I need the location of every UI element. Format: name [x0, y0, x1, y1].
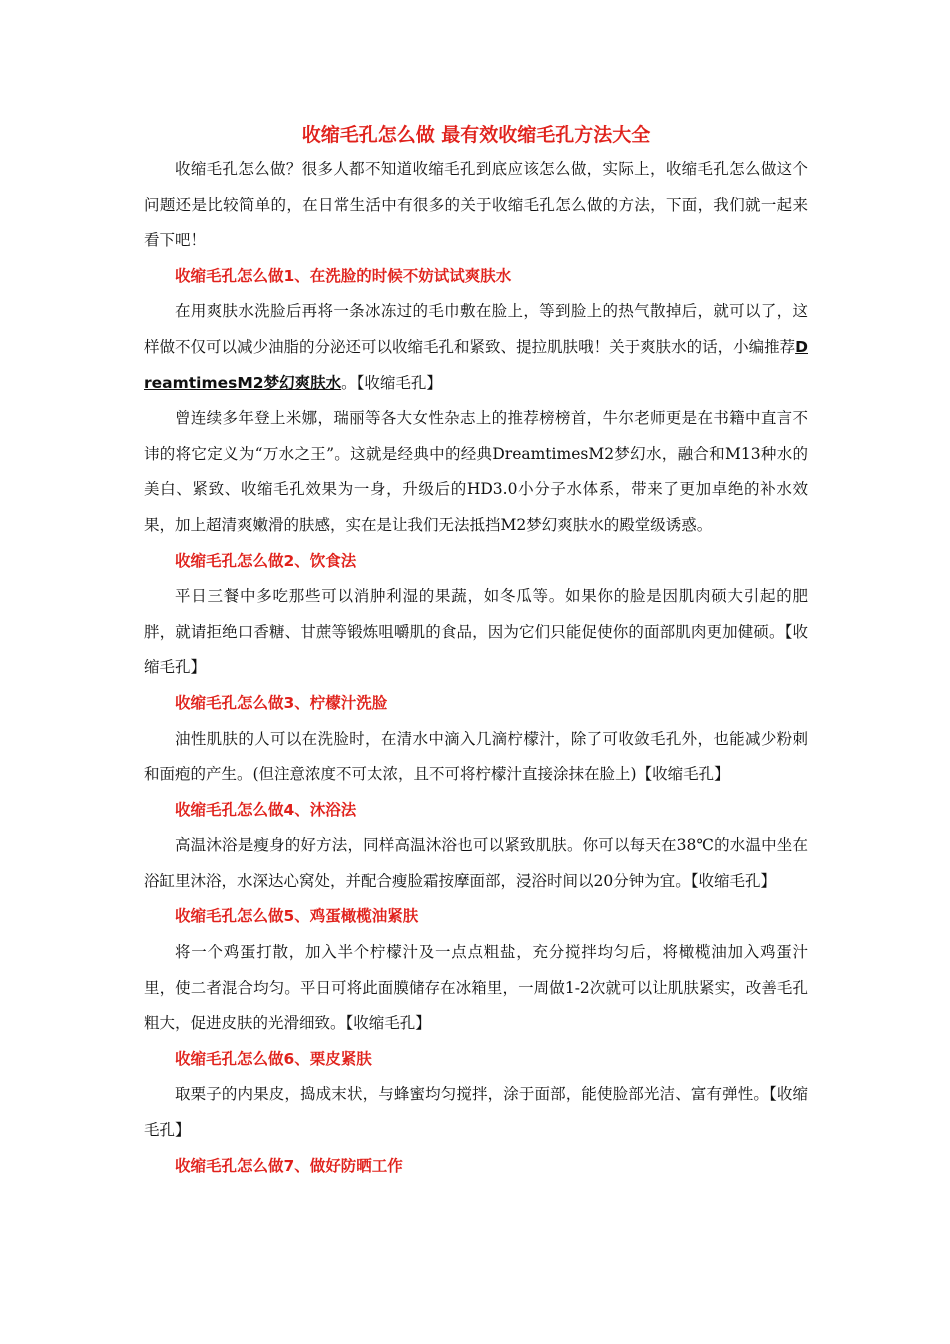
section-6-paragraph: 取栗子的内果皮，捣成末状，与蜂蜜均匀搅拌，涂于面部，能使脸部光洁、富有弹性。【收缩毛孔】: [144, 1085, 808, 1140]
product-link[interactable]: DreamtimesM2梦幻爽肤水: [144, 337, 808, 392]
section-2-paragraph: 平日三餐中多吃那些可以消肿利湿的果蔬，如冬瓜等。如果你的脸是因肌肉硕大引起的肥胖，就请拒绝口香糖、甘蔗等锻炼咀嚼肌的食品，因为它们只能促使你的面部肌肉更加健硕。【收缩毛孔】: [144, 587, 808, 677]
document-title: 收缩毛孔怎么做 最有效收缩毛孔方法大全: [301, 124, 651, 146]
section-heading-5: 收缩毛孔怎么做5、鸡蛋橄榄油紧肤: [175, 907, 419, 926]
section-heading-7: 收缩毛孔怎么做7、做好防晒工作: [175, 1156, 403, 1175]
document-body: [144, 118, 808, 1184]
section-1-text: 在用爽肤水洗脸后再将一条冰冻过的毛巾敷在脸上，等到脸上的热气散掉后，就可以了，这样做不仅可以减少油脂的分泌还可以收缩毛孔和紧致、提拉肌肤哦！关于爽肤水的话，小编推荐: [144, 302, 808, 356]
section-5-paragraph: 将一个鸡蛋打散，加入半个柠檬汁及一点点粗盐，充分搅拌均匀后，将橄榄油加入鸡蛋汁里，使二者混合均匀。平日可将此面膜储存在冰箱里，一周做1-2次就可以让肌肤紧实，改善毛孔粗大，促进皮肤的光滑细致。【收缩毛孔】: [144, 943, 808, 1033]
section-heading-1: 收缩毛孔怎么做1、在洗脸的时候不妨试试爽肤水: [175, 266, 512, 285]
section-heading-3: 收缩毛孔怎么做3、柠檬汁洗脸: [175, 693, 388, 712]
section-1-text-end: 。【收缩毛孔】: [341, 373, 442, 392]
section-heading-2: 收缩毛孔怎么做2、饮食法: [175, 551, 357, 570]
intro-paragraph: 收缩毛孔怎么做？很多人都不知道收缩毛孔到底应该怎么做，实际上，收缩毛孔怎么做这个问题还是比较简单的，在日常生活中有很多的关于收缩毛孔怎么做的方法，下面，我们就一起来看下吧！: [144, 160, 808, 250]
section-heading-4: 收缩毛孔怎么做4、沐浴法: [175, 800, 357, 819]
section-4-paragraph: 高温沐浴是瘦身的好方法，同样高温沐浴也可以紧致肌肤。你可以每天在38℃的水温中坐在浴缸里沐浴，水深达心窝处，并配合瘦脸霜按摩面部，浸浴时间以20分钟为宜。【收缩毛孔】: [144, 836, 808, 890]
section-1-paragraph-2: 曾连续多年登上米娜，瑞丽等各大女性杂志上的推荐榜榜首，牛尔老师更是在书籍中直言不讳的将它定义为“万水之王”。这就是经典中的经典DreamtimesM2梦幻水，融合和M13种水的美白、紧致、收缩毛孔效果为一身，升级后的HD3.0小分子水体系，带来了更加卓绝的补水效果，加上超清爽嫩滑的肤感，实在是让我们无法抵挡M2梦幻爽肤水的殿堂级诱惑。: [144, 409, 808, 534]
section-heading-6: 收缩毛孔怎么做6、栗皮紧肤: [175, 1049, 372, 1068]
section-3-paragraph: 油性肌肤的人可以在洗脸时，在清水中滴入几滴柠檬汁，除了可收敛毛孔外，也能减少粉刺和面疱的产生。(但注意浓度不可太浓，且不可将柠檬汁直接涂抹在脸上)【收缩毛孔】: [144, 729, 808, 784]
section-1-paragraph: [144, 294, 808, 401]
